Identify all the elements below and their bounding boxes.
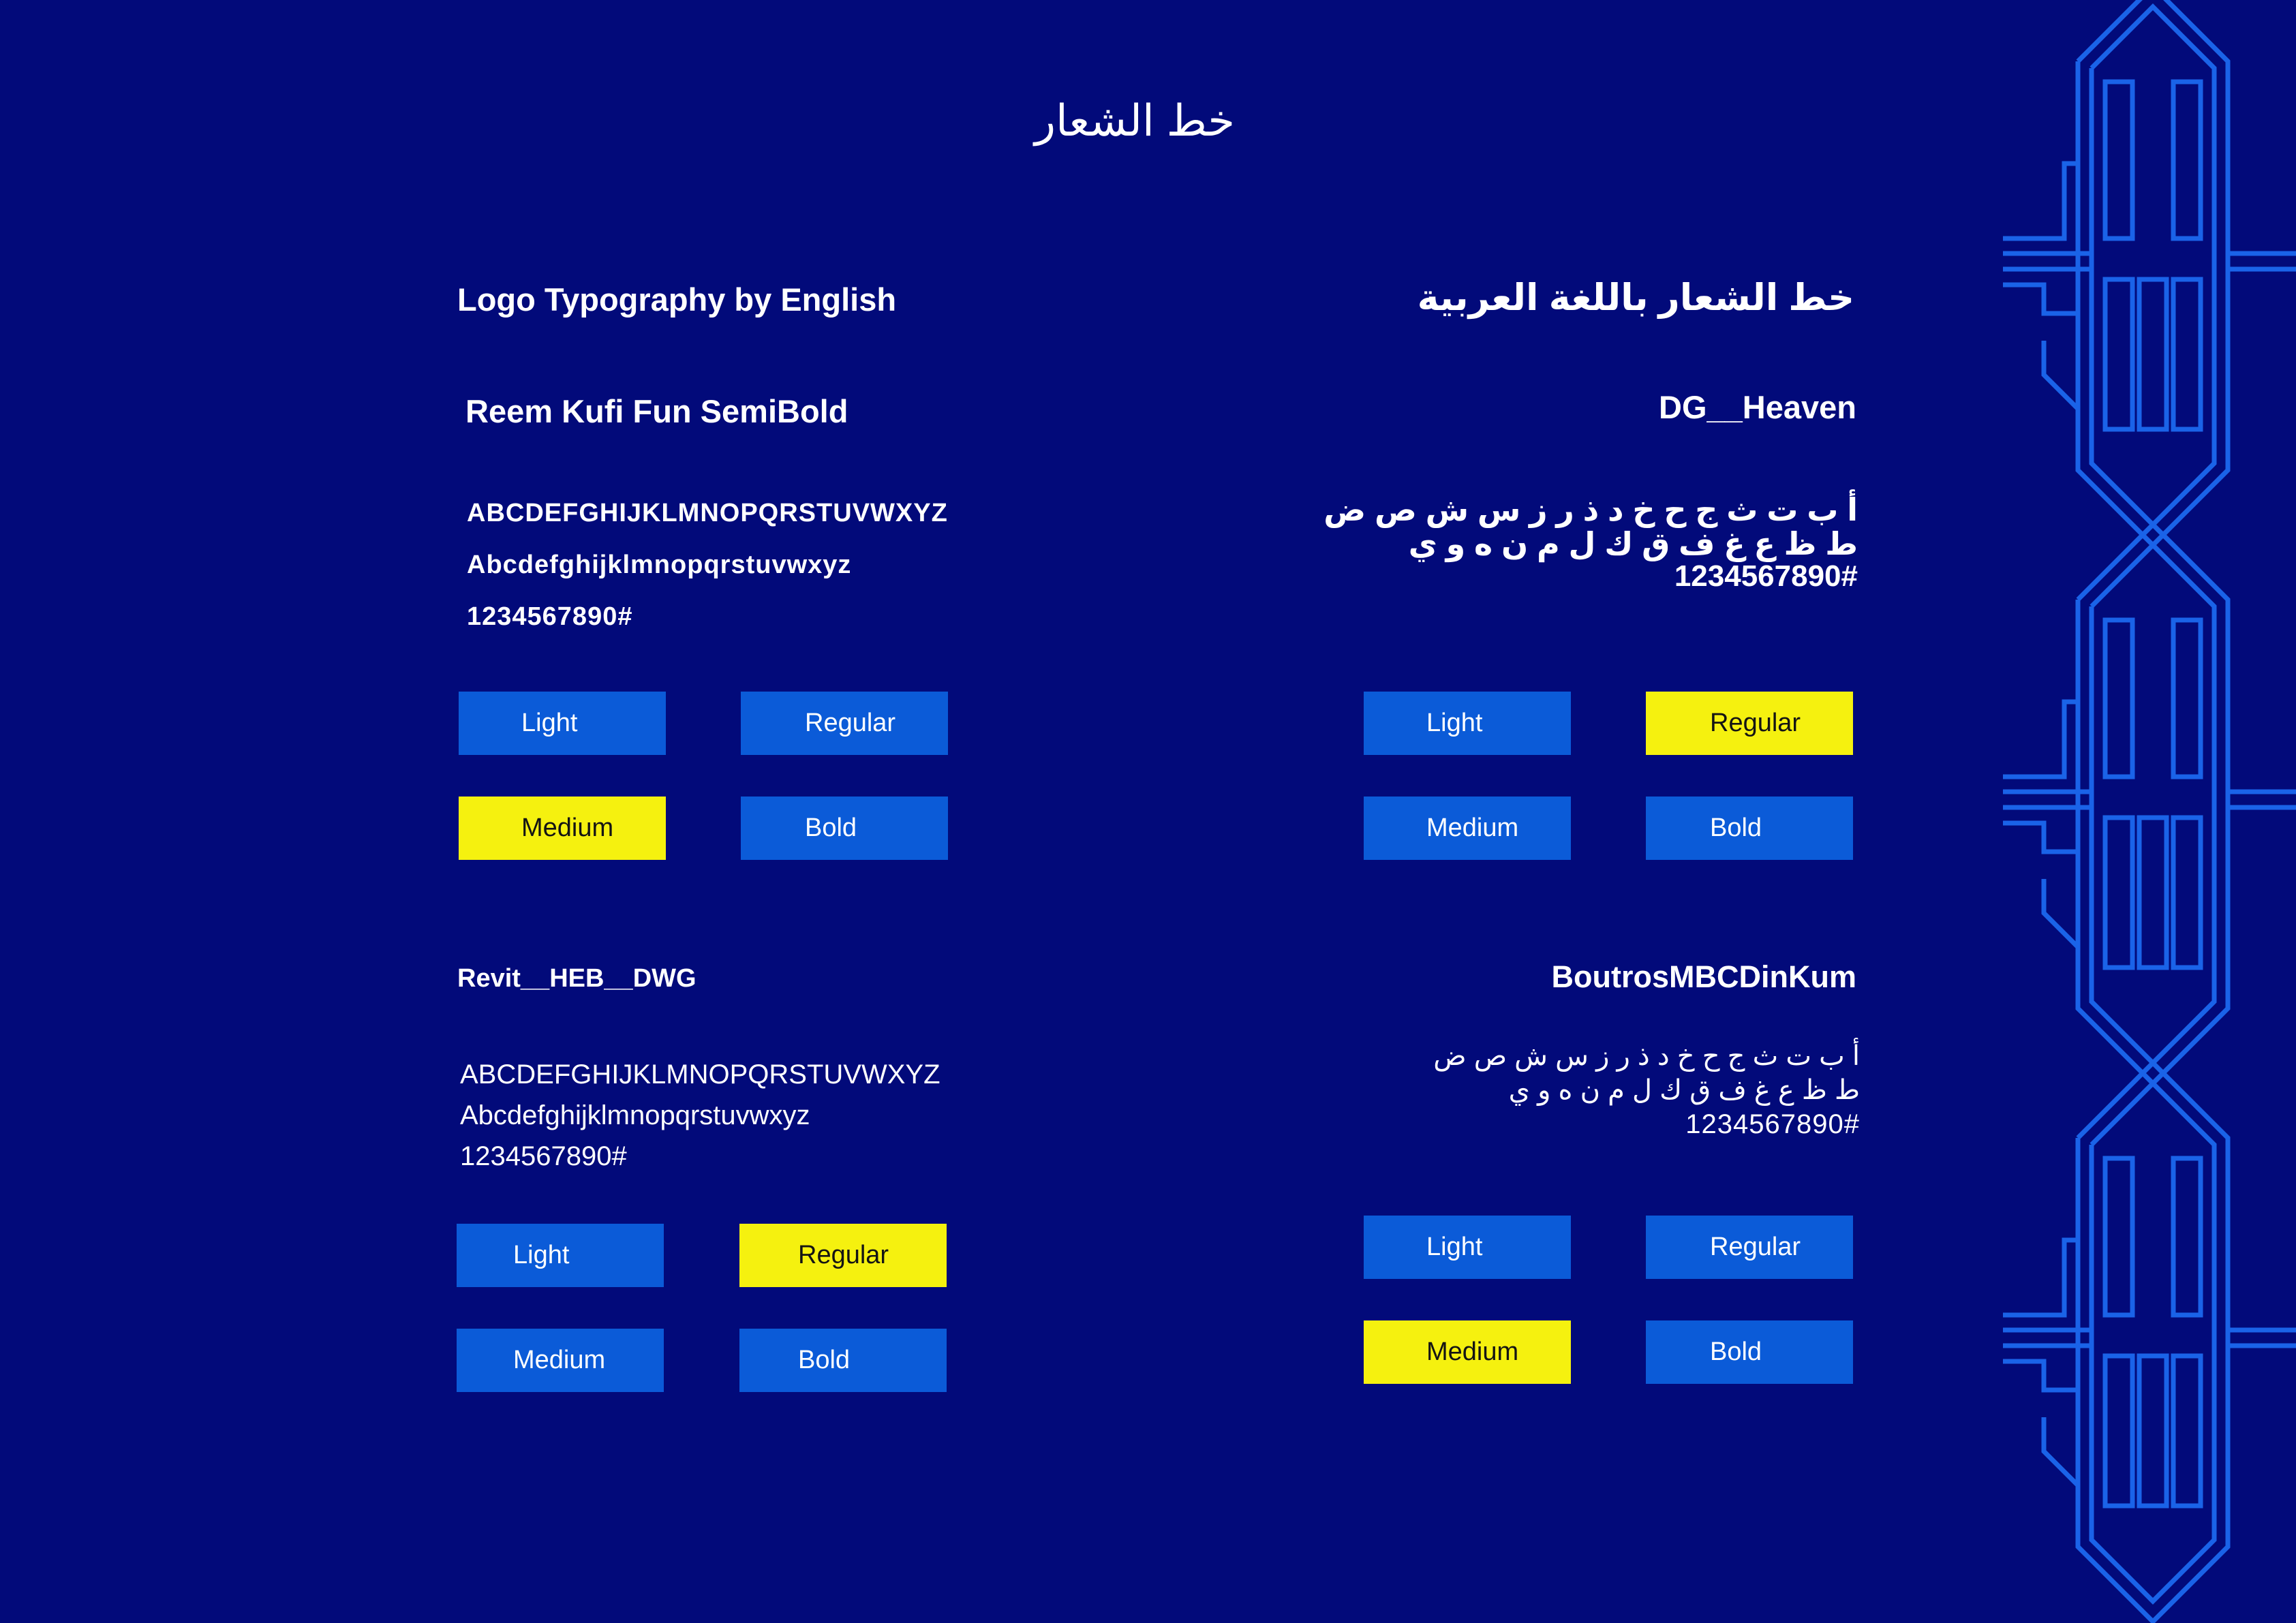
arabic-font2-line2: ط ظ ع غ ف ق ك ل م ن ه و ي — [1508, 1075, 1860, 1105]
english-font1-lowercase: Abcdefghijklmnopqrstuvwxyz — [467, 551, 852, 579]
arabic-font2-weight-bold-button[interactable] — [1646, 1320, 1853, 1384]
english-font2-digits: 1234567890# — [460, 1141, 627, 1171]
page-title: خط الشعار — [1035, 96, 1235, 145]
weight-label: Light — [513, 1241, 570, 1269]
english-font1-uppercase: ABCDEFGHIJKLMNOPQRSTUVWXYZ — [467, 499, 948, 527]
english-font2-weight-light-button[interactable] — [457, 1224, 664, 1287]
english-font1-weight-regular-button[interactable] — [741, 692, 948, 755]
weight-label: Bold — [798, 1346, 851, 1374]
arabic-font1-weight-regular-button[interactable] — [1646, 692, 1853, 755]
arabic-font1-weight-bold-button[interactable] — [1646, 797, 1853, 860]
english-font2-weight-regular-button[interactable] — [739, 1224, 947, 1287]
weight-label: Bold — [1710, 814, 1762, 842]
arabic-font2-name: BoutrosMBCDinKum — [1551, 959, 1856, 994]
english-font2-weight-medium-button[interactable] — [457, 1329, 664, 1392]
arabic-font2-weight-medium-button[interactable] — [1364, 1320, 1571, 1384]
weight-label: Medium — [1426, 814, 1519, 842]
kufic-pattern-decoration — [2003, 0, 2296, 1623]
english-font1-name: Reem Kufi Fun SemiBold — [465, 393, 848, 429]
weight-label: Regular — [1710, 1233, 1801, 1261]
english-font2-name: Revit__HEB__DWG — [457, 964, 697, 993]
english-font2-lowercase: Abcdefghijklmnopqrstuvwxyz — [460, 1100, 810, 1130]
english-font1-weight-light-button[interactable] — [459, 692, 666, 755]
weight-label: Medium — [521, 814, 614, 842]
arabic-font1-line1: أ ب ت ث ج ح خ د ذ ر ز س ش ص ض — [1323, 492, 1858, 527]
arabic-font2-weight-light-button[interactable] — [1364, 1216, 1571, 1279]
arabic-font1-weight-medium-button[interactable] — [1364, 797, 1571, 860]
arabic-font1-digits: 1234567890# — [1674, 559, 1858, 593]
weight-label: Regular — [798, 1241, 889, 1269]
arabic-font2-line1: أ ب ت ث ج ح خ د ذ ر ز س ش ص ض — [1433, 1041, 1860, 1071]
arabic-font2-digits: 1234567890# — [1685, 1109, 1860, 1139]
english-section-heading: Logo Typography by English — [457, 281, 897, 318]
weight-label: Regular — [805, 709, 896, 737]
arabic-font1-weight-light-button[interactable] — [1364, 692, 1571, 755]
weight-label: Regular — [1710, 709, 1801, 737]
weight-label: Bold — [1710, 1338, 1762, 1366]
english-font1-digits: 1234567890# — [467, 602, 633, 631]
arabic-section-heading: خط الشعار باللغة العربية — [1417, 277, 1854, 318]
weight-label: Medium — [1426, 1338, 1519, 1366]
weight-label: Light — [1426, 709, 1483, 737]
weight-label: Light — [1426, 1233, 1483, 1261]
arabic-font1-name: DG__Heaven — [1659, 389, 1856, 425]
english-font1-weight-bold-button[interactable] — [741, 797, 948, 860]
arabic-font2-weight-regular-button[interactable] — [1646, 1216, 1853, 1279]
arabic-font1-line2: ط ظ ع غ ف ق ك ل م ن ه و ي — [1408, 526, 1858, 561]
weight-label: Medium — [513, 1346, 606, 1374]
english-font1-weight-medium-button[interactable] — [459, 797, 666, 860]
english-font2-weight-bold-button[interactable] — [739, 1329, 947, 1392]
weight-label: Light — [521, 709, 578, 737]
english-font2-uppercase: ABCDEFGHIJKLMNOPQRSTUVWXYZ — [460, 1060, 940, 1089]
weight-label: Bold — [805, 814, 857, 842]
